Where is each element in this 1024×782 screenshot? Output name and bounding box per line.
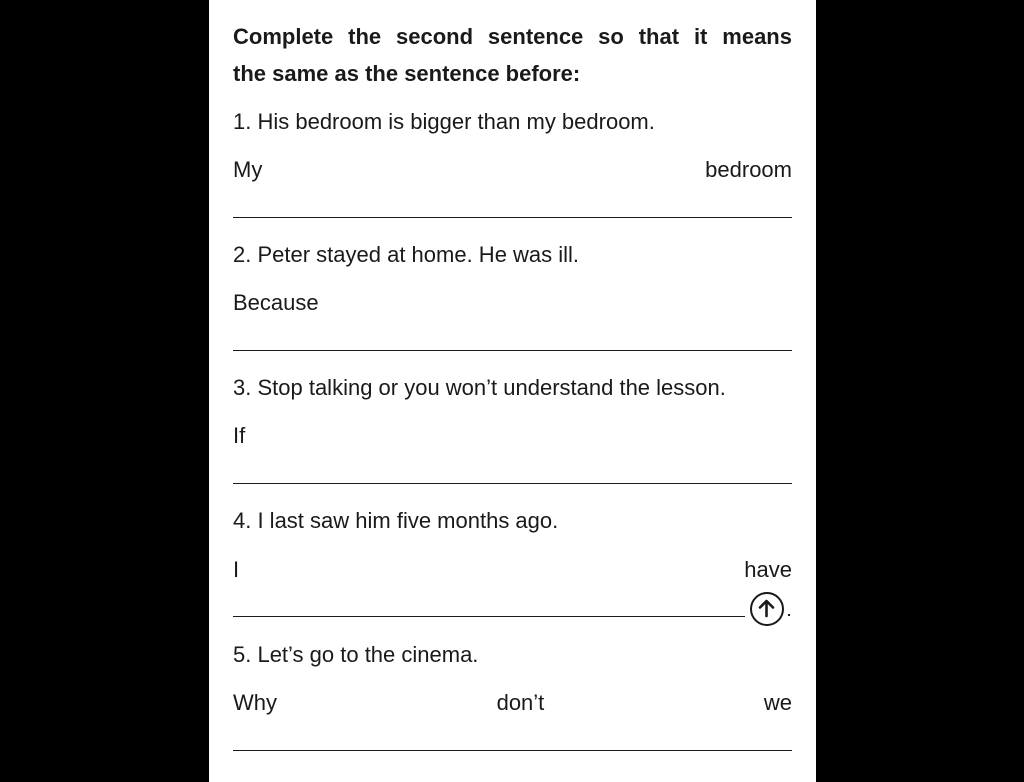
item-1-starter xyxy=(233,157,792,183)
item-1-starter-word: My xyxy=(233,157,263,182)
item-3-prompt: 3. Stop talking or you won’t understand the lesson. xyxy=(233,375,726,400)
item-5-starter-word: don’t xyxy=(496,690,545,715)
item-1-prompt: 1. His bedroom is bigger than my bedroom. xyxy=(233,109,655,134)
item-2-starter: Because xyxy=(233,290,319,315)
item-5-starter-word: we xyxy=(763,690,792,715)
item-2-answer-line xyxy=(233,350,792,351)
item-1-starter-word: bedroom xyxy=(705,157,792,182)
item-4-starter-word: have xyxy=(744,557,792,582)
item-5-starter xyxy=(233,690,792,716)
item-5-answer-line xyxy=(233,750,792,751)
item-3-starter: If xyxy=(233,423,246,448)
item-4-answer-line xyxy=(233,616,745,617)
item-4-prompt: 4. I last saw him five months ago. xyxy=(233,508,559,533)
worksheet-page xyxy=(209,0,816,782)
item-4-starter-word: I xyxy=(233,557,240,582)
instructions-line-1: Complete the second sentence so that it means xyxy=(233,24,792,49)
instructions-heading xyxy=(233,18,792,92)
scroll-to-top-button[interactable] xyxy=(750,592,784,626)
item-1-answer-line xyxy=(233,217,792,218)
arrow-up-circle-icon xyxy=(756,598,777,619)
item-5-prompt: 5. Let’s go to the cinema. xyxy=(233,642,479,667)
item-3-answer-line xyxy=(233,483,792,484)
instructions-line-2: the same as the sentence before: xyxy=(233,61,581,86)
item-4-answer-line-end xyxy=(788,614,790,616)
item-5-starter-word: Why xyxy=(233,690,277,715)
item-4-starter xyxy=(233,557,792,583)
item-2-prompt: 2. Peter stayed at home. He was ill. xyxy=(233,242,580,267)
